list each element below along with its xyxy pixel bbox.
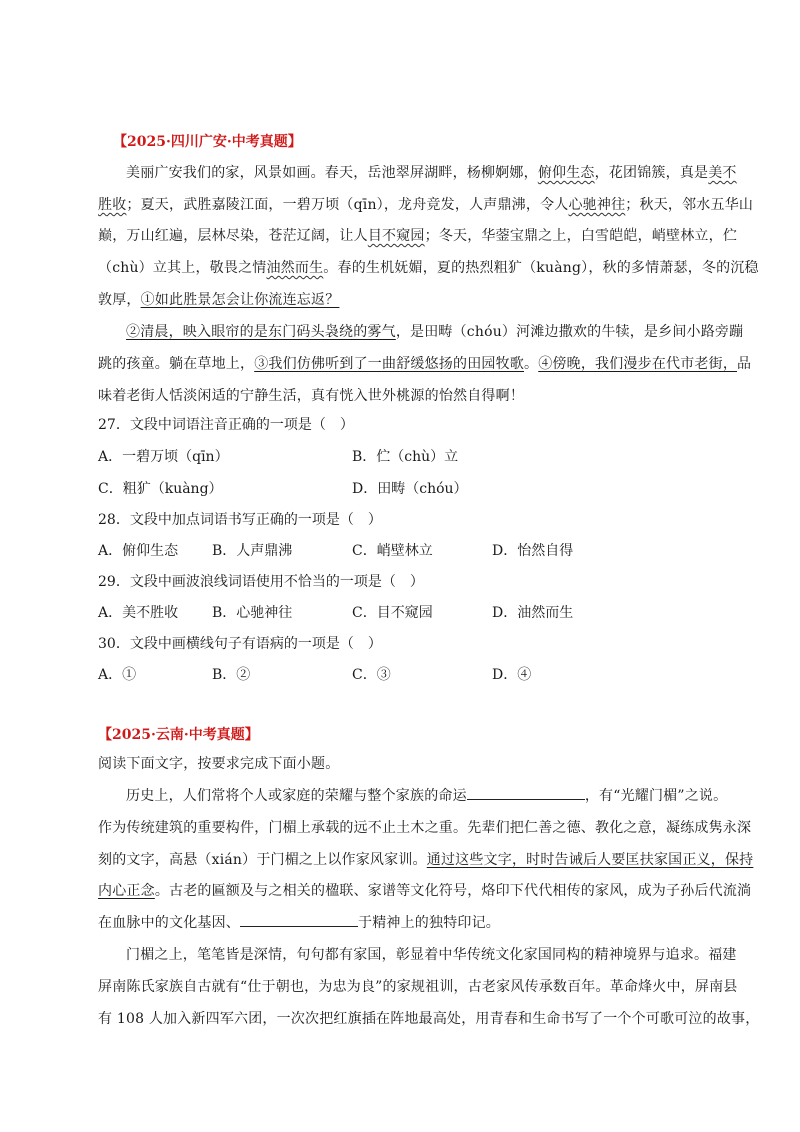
section-tag-yunnan: 【2025·云南·中考真题】 (98, 727, 259, 743)
underlined-sentence-4: ④傍晚，我们漫步在代市老街， (538, 356, 738, 372)
passage3-line-5: 在血脉中的文化基因、 于精神上的独特印记。 (98, 915, 500, 931)
question-28: 28．文段中加点词语书写正确的一项是（ ） (98, 512, 382, 528)
q27-option-d[interactable]: D．田畴（chóu） (352, 481, 468, 497)
underlined-sentence: 通过这些文字，时时告诫后人要匡扶家国正义，保持 (426, 852, 754, 868)
dotted-word: 怡然自得 (438, 388, 496, 404)
passage4-line-3: 有 108 人加入新四军六团，一次次把红旗插在阵地最高处，用青春和生命书写了一个个可歌可泣的故事， (98, 1011, 760, 1027)
passage1-line-4: （chù）立其上，敬畏之情油然而生。春的生机妩媚，夏的热烈粗犷（kuàng），秋的多情萧瑟，冬的沉稳 (98, 260, 759, 276)
wavy-word: 胜收 (98, 197, 127, 213)
wavy-word: 美不 (708, 165, 737, 181)
q27-option-a[interactable]: A．一碧万顷（qīn） (98, 449, 229, 465)
wavy-word: 目不窥园 (367, 228, 425, 244)
question-27: 27．文段中词语注音正确的一项是（ ） (98, 417, 354, 433)
dotted-word: 彰显 (395, 947, 425, 963)
dotted-word: 峭壁林立 (651, 228, 709, 244)
passage2-line-1: ②清晨，映入眼帘的是东门码头袅绕的雾气，是田畴（chóu）河滩边撒欢的牛犊，是乡间小路旁蹦 (126, 324, 744, 340)
q28-option-a[interactable]: A．俯仰生态 (98, 543, 179, 559)
wavy-word: 油然而生 (266, 260, 324, 276)
dotted-word: 流淌 (722, 883, 752, 899)
dotted-word: 可歌可泣 (645, 1011, 703, 1027)
q30-option-a[interactable]: A．① (98, 667, 137, 683)
passage3-line-1: 历史上，人们常将个人或家庭的荣耀与整个家族的命运 ，有“光耀门楣”之说。 (126, 788, 728, 804)
q28-option-b[interactable]: B．人声鼎沸 (212, 543, 293, 559)
emphasis-dotted: 不恰当 (283, 574, 326, 590)
wavy-word: 心驰神往 (568, 197, 626, 213)
q29-option-d[interactable]: D．油然而生 (492, 605, 574, 621)
passage2-line-3: 味着老街人恬淡闲适的宁静生活，真有恍入世外桃源的怡然自得啊！ (98, 388, 525, 404)
underlined-sentence-2: ②清晨，映入眼帘的是东门码头袅绕的雾气 (126, 324, 396, 340)
q27-option-c[interactable]: C．粗犷（kuàng） (98, 481, 223, 497)
passage4-line-1: 门楣之上，笔笔皆是深情，句句都有家国，彰显着中华传统文化家国同构的精神境界与追求。福建 (126, 947, 737, 963)
q28-option-d[interactable]: D．怡然自得 (492, 543, 574, 559)
underlined-sentence-3: ③我们仿佛听到了一曲舒缓悠扬的田园牧歌 (254, 356, 525, 372)
passage3-line-2: 作为传统建筑的重要构件，门楣上承载的远不止土木之重。先辈们把仁善之德、教化之意，凝练成隽永深 (98, 820, 752, 836)
fill-blank-2[interactable] (240, 914, 358, 927)
q28-option-c[interactable]: C．峭壁林立 (352, 543, 433, 559)
q30-option-c[interactable]: C．③ (352, 667, 391, 683)
underlined-sentence-end: 内心正念 (98, 883, 155, 899)
question-29: 29．文段中画波浪线词语使用不恰当的一项是（ ） (98, 574, 424, 590)
underlined-sentence-1: ①如此胜景怎会让你流连忘返？ (140, 292, 340, 308)
instruction-text: 阅读下面文字，按要求完成下面小题。 (98, 756, 340, 772)
passage2-line-2: 跳的孩童。躺在草地上，③我们仿佛听到了一曲舒缓悠扬的田园牧歌。④傍晚，我们漫步在代市老街，品 (98, 356, 752, 372)
passage1-line-5: 敦厚，①如此胜景怎会让你流连忘返？ (98, 292, 340, 308)
dotted-word: 俯仰生态 (537, 165, 595, 181)
q29-option-a[interactable]: A．美不胜收 (98, 605, 179, 621)
passage1-line-3: 巅，万山红遍，层林尽染，苍茫辽阔，让人目不窥园；冬天，华蓥宝鼎之上，白雪皑皑，峭壁林立，伫 (98, 228, 738, 244)
fill-blank-1[interactable] (467, 787, 585, 800)
q27-option-b[interactable]: B．伫（chù）立 (352, 449, 459, 465)
passage4-line-2: 屏南陈氏家族自古就有“仕于朝也，为忠为良”的家规祖训，古老家风传承数百年。革命烽火中，屏南县 (98, 979, 738, 995)
q29-option-b[interactable]: B．心驰神往 (212, 605, 293, 621)
emphasis-dotted: 有语病 (241, 636, 284, 652)
passage3-line-3: 刻的文字，高悬（xián）于门楣之上以作家风家训。通过这些文字，时时告诫后人要匡扶家国正义，保持 (98, 852, 754, 868)
passage3-line-4: 内心正念。古老的匾额及与之相关的楹联、家谱等文化符号，烙印下代代相传的家风，成为子孙后代流淌 (98, 883, 752, 899)
q29-option-c[interactable]: C．目不窥园 (352, 605, 433, 621)
section-tag-guangan: 【2025·四川广安·中考真题】 (113, 134, 302, 150)
q30-option-b[interactable]: B．② (212, 667, 251, 683)
passage1-line-1: 美丽广安我们的家，风景如画。春天，岳池翠屏湖畔，杨柳婀娜，俯仰生态，花团锦簇，真是美不 (126, 165, 737, 181)
passage1-line-2: 胜收；夏天，武胜嘉陵江面，一碧万顷（qīn），龙舟竞发，人声鼎沸，令人心驰神往；秋天，邻水五华山 (98, 197, 754, 213)
question-30: 30．文段中画横线句子有语病的一项是（ ） (98, 636, 382, 652)
q30-option-d[interactable]: D．④ (492, 667, 532, 683)
